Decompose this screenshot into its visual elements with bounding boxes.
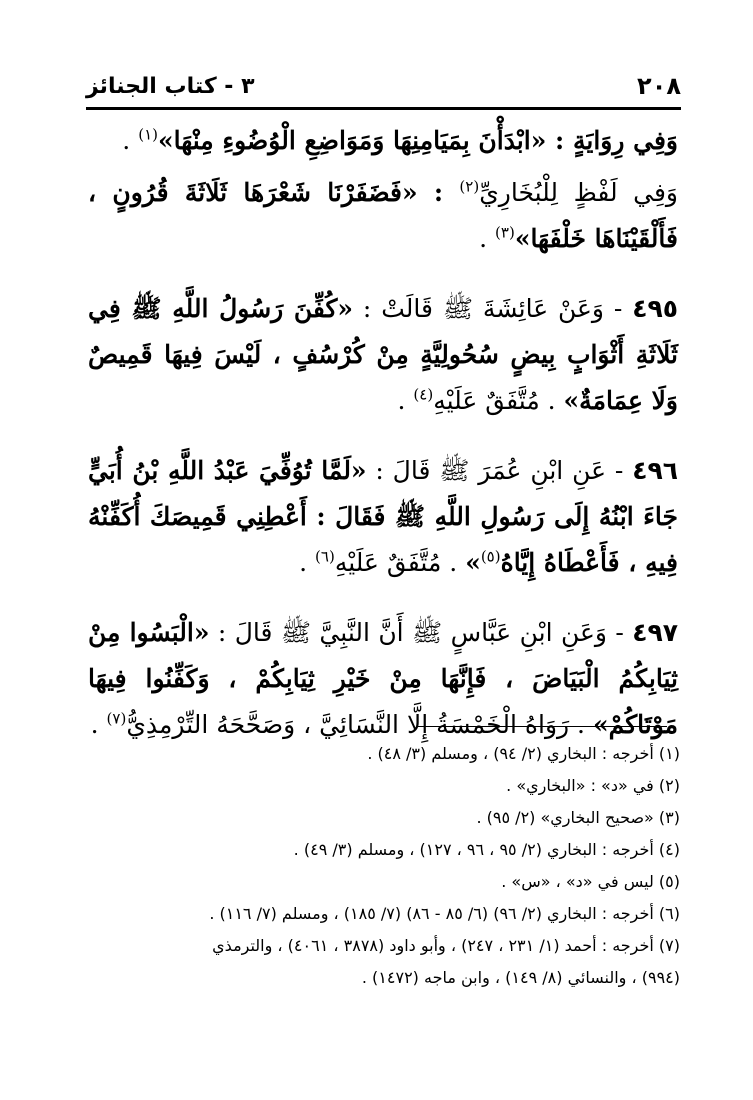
footnote-4: (٤) أخرجه : البخاري (٢/ ٩٥ ، ٩٦ ، ١٢٧) ، ومسلم (٣/ ٤٩) . (293, 840, 680, 859)
hadith-lead: - عَنِ ابْنِ عُمَرَ ﷺ قَالَ : (366, 456, 633, 485)
hadith-end: . (397, 386, 414, 415)
paragraph-tail: . (479, 224, 496, 253)
footnote-5: (٥) ليس في «د» ، «س» . (501, 872, 680, 891)
hadith-tail: . رَوَاهُ الْخَمْسَةُ إِلَّا النَّسَائِيَّ ، وَصَحَّحَهُ التِّرْمِذِيُّ (126, 710, 593, 739)
hadith-quote: «الْبَسُوا مِنْ ثِيَابِكُمُ الْبَيَاضَ ، فَإِنَّهَا مِنْ خَيْرِ ثِيَابِكُمْ ، وَكَفِّنُوا فِيهَا مَوْتَاكُمْ» (88, 618, 678, 739)
hadith-number: ٤٩٦ (632, 456, 678, 485)
hadith-496 (88, 448, 678, 586)
footnote-ref: (٦) (315, 547, 335, 566)
footnote-rule (417, 726, 667, 727)
hadith-end: . (299, 548, 316, 577)
hadith-497 (88, 610, 678, 748)
main-text (88, 118, 678, 772)
page-header (86, 66, 681, 106)
hadith-tail: . مُتَّفَقٌ عَلَيْهِ (433, 386, 564, 415)
paragraph-lead: وَفِي لَفْظٍ لِلْبُخَارِيِّ (479, 178, 678, 207)
footnote-2: (٢) في «د» : «البخاري» . (506, 776, 680, 795)
footnote-6: (٦) أخرجه : البخاري (٢/ ٩٦) (٦/ ٨٥ - ٨٦) (٧/ ١٨٥) ، ومسلم (٧/ ١١٦) . (209, 904, 680, 923)
hadith-quote-end: » (465, 548, 481, 577)
hadith-end: . (90, 710, 107, 739)
hadith-quote: «لَمَّا تُوُفِّيَ عَبْدُ اللَّهِ بْنُ أُبَيٍّ جَاءَ ابْنُهُ إِلَى رَسُولِ اللَّهِ ﷺ فَقَالَ : أَعْطِنِي قَمِيصَكَ أُكَفِّنْهُ فِيهِ ، فَأَعْطَاهُ إِيَّاهُ (88, 456, 678, 577)
hadith-495 (88, 286, 678, 424)
hadith-tail: . مُتَّفَقٌ عَلَيْهِ (334, 548, 466, 577)
footnote-7: (٧) أخرجه : أحمد (١/ ٢٣١ ، ٢٤٧) ، وأبو داود (٣٨٧٨ ، ٤٠٦١) ، والترمذي (212, 936, 680, 955)
hadith-lead: - وَعَنْ عَائِشَةَ ﷺ قَالَتْ : (353, 294, 633, 323)
paragraph-quote: : «فَضَفَرْنَا شَعْرَهَا ثَلَاثَةَ قُرُونٍ ، فَأَلْقَيْنَاهَا خَلْفَهَا» (88, 178, 678, 253)
chapter-title: ٣ - كتاب الجنائز (86, 73, 255, 99)
hadith-number: ٤٩٥ (632, 294, 678, 323)
hadith-lead: - وَعَنِ ابْنِ عَبَّاسٍ ﷺ أَنَّ النَّبِيَّ ﷺ قَالَ : (209, 618, 633, 647)
header-rule (86, 107, 681, 110)
footnote-ref: (٥) (480, 547, 501, 566)
footnote-7-continued: (٩٩٤) ، والنسائي (٨/ ١٤٩) ، وابن ماجه (١٤٧٢) . (361, 968, 680, 987)
footnote-3: (٣) «صحيح البخاري» (٢/ ٩٥) . (476, 808, 680, 827)
paragraph-bukhari (88, 170, 678, 262)
hadith-quote: «كُفِّنَ رَسُولُ اللَّهِ ﷺ فِي ثَلَاثَةِ أَثْوَابٍ بِيضٍ سُحُولِيَّةٍ مِنْ كُرْسُفٍ ، لَيْسَ فِيهَا قَمِيصٌ وَلَا عِمَامَةٌ» (88, 294, 678, 415)
footnote-ref: (٢) (459, 177, 480, 196)
hadith-number: ٤٩٧ (632, 618, 678, 647)
paragraph-tail: . (122, 126, 139, 155)
page-number: ٢٠٨ (637, 72, 681, 100)
footnote-ref: (٧) (106, 709, 127, 728)
footnotes (80, 738, 680, 994)
paragraph-riwaya (88, 118, 678, 164)
footnote-ref: (٤) (413, 385, 434, 404)
paragraph-text: وَفِي رِوَايَةٍ : «ابْدَأْنَ بِمَيَامِنِهَا وَمَوَاضِعِ الْوُضُوءِ مِنْهَا» (157, 126, 678, 155)
footnote-1: (١) أخرجه : البخاري (٢/ ٩٤) ، ومسلم (٣/ ٤٨) . (367, 744, 680, 763)
footnote-ref: (١) (138, 125, 158, 144)
footnote-ref: (٣) (495, 223, 515, 242)
